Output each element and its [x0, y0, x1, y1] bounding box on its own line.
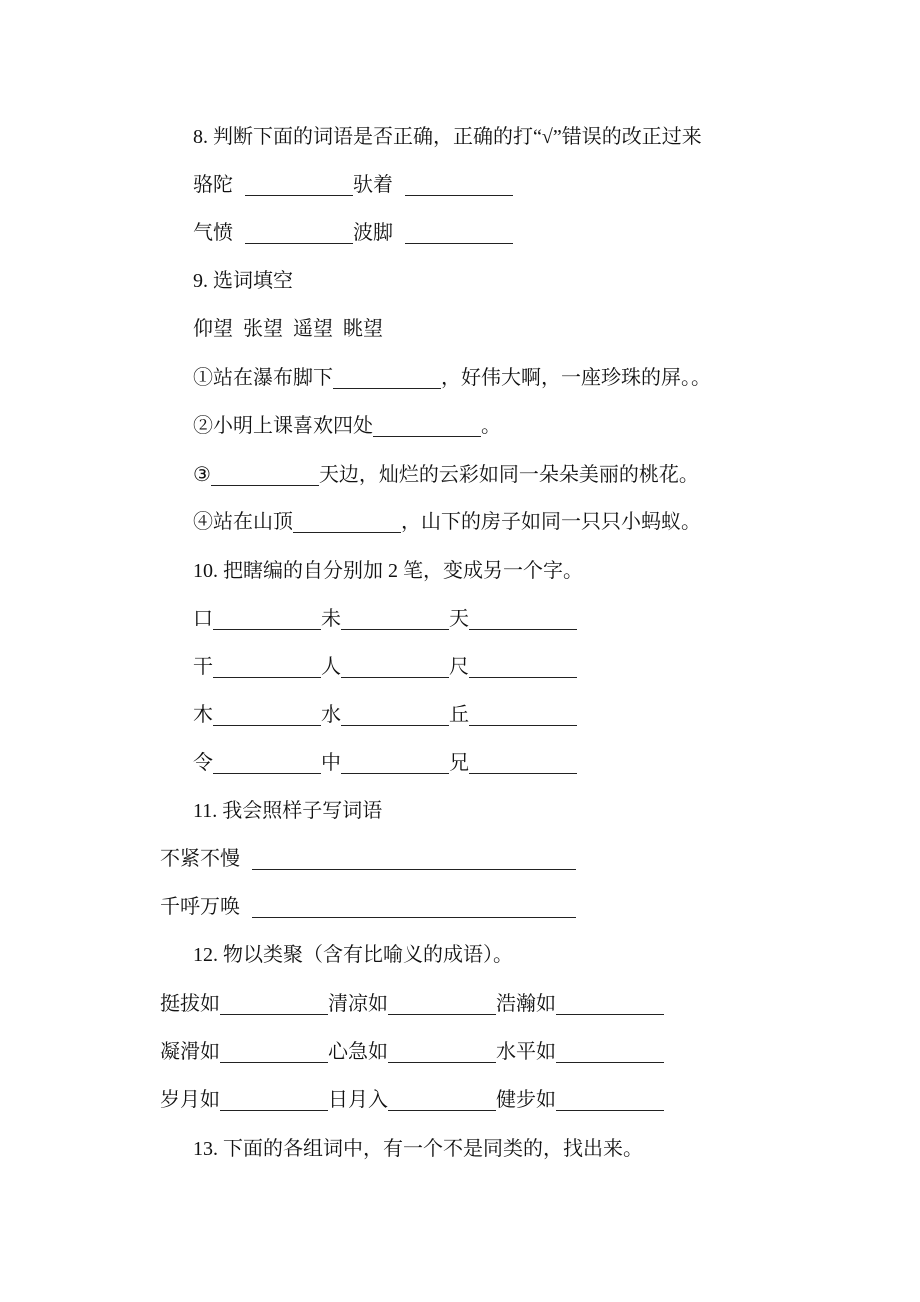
q10-answer-blank[interactable]	[469, 703, 577, 726]
q10-answer-blank[interactable]	[213, 703, 321, 726]
q10-title	[193, 556, 583, 586]
q10-answer-blank[interactable]	[341, 751, 449, 774]
q10-char: 兄	[449, 752, 469, 774]
q10-title-text: 10. 把瞎编的自分别加 2 笔，变成另一个字。	[193, 560, 583, 582]
q8-title-text: 8. 判断下面的词语是否正确，正确的打“√”错误的改正过来	[193, 126, 702, 148]
q12-prompt: 水平如	[496, 1041, 556, 1063]
q12-title	[193, 940, 513, 970]
q11-row	[160, 892, 576, 922]
q12-answer-blank[interactable]	[556, 1040, 664, 1063]
q12-row	[160, 1085, 664, 1115]
q12-answer-blank[interactable]	[556, 992, 664, 1015]
q11-example: 千呼万唤	[160, 896, 240, 918]
q10-char: 干	[193, 656, 213, 678]
q10-answer-blank[interactable]	[341, 655, 449, 678]
q8-title	[193, 122, 702, 152]
q12-prompt: 凝滑如	[160, 1041, 220, 1063]
q9-item-after: ，山下的房子如同一只只小蚂蚁。	[401, 511, 701, 533]
q10-answer-blank[interactable]	[469, 751, 577, 774]
q12-prompt: 心急如	[328, 1041, 388, 1063]
q11-title-text: 11. 我会照样子写词语	[193, 800, 383, 822]
q9-item-before: ④站在山顶	[193, 511, 293, 533]
q8-row	[193, 170, 513, 200]
q12-prompt: 岁月如	[160, 1089, 220, 1111]
q12-prompt: 浩瀚如	[496, 993, 556, 1015]
q11-answer-blank[interactable]	[252, 847, 576, 870]
q8-word: 骆陀	[193, 174, 233, 196]
q12-answer-blank[interactable]	[388, 1088, 496, 1111]
q9-item	[193, 507, 701, 537]
q10-row	[193, 700, 577, 730]
q9-item-after: ，好伟大啊，一座珍珠的屏。。	[441, 367, 711, 389]
q12-prompt: 日月入	[328, 1089, 388, 1111]
q9-answer-blank[interactable]	[333, 366, 441, 389]
q9-item-after: 天边，灿烂的云彩如同一朵朵美丽的桃花。	[318, 464, 699, 486]
q8-word: 驮着	[353, 174, 393, 196]
q8-answer-blank[interactable]	[405, 173, 513, 196]
q10-answer-blank[interactable]	[213, 655, 321, 678]
q13-title	[193, 1134, 643, 1164]
q12-answer-blank[interactable]	[556, 1088, 664, 1111]
q10-answer-blank[interactable]	[341, 607, 449, 630]
q8-row	[193, 218, 513, 248]
q10-char: 令	[193, 752, 213, 774]
q9-answer-blank[interactable]	[211, 463, 319, 486]
q10-char: 木	[193, 704, 213, 726]
q11-answer-blank[interactable]	[252, 895, 576, 918]
q10-char: 人	[321, 656, 341, 678]
q9-answer-blank[interactable]	[373, 414, 481, 437]
q13-title-text: 13. 下面的各组词中，有一个不是同类的，找出来。	[193, 1138, 643, 1160]
q12-title-text: 12. 物以类聚（含有比喻义的成语）。	[193, 944, 513, 966]
q8-answer-blank[interactable]	[405, 221, 513, 244]
q8-answer-blank[interactable]	[245, 221, 353, 244]
q10-answer-blank[interactable]	[213, 607, 321, 630]
q10-char: 丘	[449, 704, 469, 726]
q9-item-before: ①站在瀑布脚下	[193, 367, 333, 389]
q12-answer-blank[interactable]	[388, 1040, 496, 1063]
q9-answer-blank[interactable]	[293, 510, 401, 533]
q9-item	[193, 411, 501, 441]
q10-char: 水	[321, 704, 341, 726]
q10-char: 口	[193, 608, 213, 630]
q12-prompt: 健步如	[496, 1089, 556, 1111]
q9-title	[193, 266, 293, 296]
q9-title-text: 9. 选词填空	[193, 270, 293, 292]
q10-answer-blank[interactable]	[469, 607, 577, 630]
q12-answer-blank[interactable]	[220, 1040, 328, 1063]
q12-row	[160, 1037, 664, 1067]
q12-prompt: 清凉如	[328, 993, 388, 1015]
q12-answer-blank[interactable]	[220, 1088, 328, 1111]
q9-item-after: 。	[481, 415, 501, 437]
q9-item	[193, 363, 711, 393]
q10-row	[193, 604, 577, 634]
q10-row	[193, 652, 577, 682]
q10-answer-blank[interactable]	[469, 655, 577, 678]
q12-prompt: 挺拔如	[160, 993, 220, 1015]
q9-item-before: ②小明上课喜欢四处	[193, 415, 373, 437]
q10-answer-blank[interactable]	[341, 703, 449, 726]
q12-row	[160, 989, 664, 1019]
q11-example: 不紧不慢	[160, 848, 240, 870]
q9-item	[193, 460, 699, 490]
q10-answer-blank[interactable]	[213, 751, 321, 774]
q10-row	[193, 748, 577, 778]
q8-word: 气愤	[193, 222, 233, 244]
q11-row	[160, 844, 576, 874]
q9-options-text: 仰望 张望 遥望 眺望	[193, 318, 383, 340]
q8-word: 波脚	[353, 222, 393, 244]
q10-char: 未	[321, 608, 341, 630]
q12-answer-blank[interactable]	[220, 992, 328, 1015]
q9-item-before: ③	[193, 464, 211, 486]
q10-char: 尺	[449, 656, 469, 678]
q8-answer-blank[interactable]	[245, 173, 353, 196]
q12-answer-blank[interactable]	[388, 992, 496, 1015]
q9-options	[193, 314, 383, 344]
q11-title	[193, 796, 382, 826]
q10-char: 天	[449, 608, 469, 630]
q10-char: 中	[321, 752, 341, 774]
